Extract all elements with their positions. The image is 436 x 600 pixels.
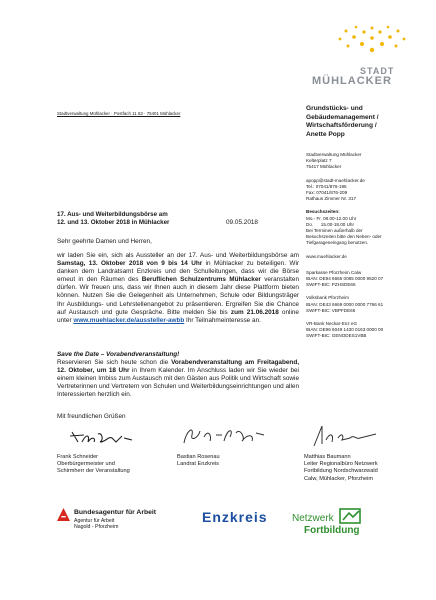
bank-bic: SWIFT-BIC: VBPFDE66	[306, 307, 356, 313]
paragraph-text: online unter	[57, 308, 299, 324]
sidebar-text: Mo.- Fr. 08.00-12.00 Uhr	[306, 215, 357, 221]
netzwerk-fortbildung-logo	[292, 508, 372, 540]
netzwerk-mark-icon	[339, 508, 363, 524]
sidebar-website	[306, 254, 434, 260]
netzwerk-text: Netzwerk	[292, 513, 334, 524]
sidebar-hours	[306, 209, 434, 246]
email-link[interactable]: apopp@stadt-muehlacker.de	[306, 177, 365, 183]
sun-icon	[332, 24, 412, 64]
city-logo	[262, 24, 412, 88]
paragraph-text: in Mühlacker zu beteiligen. Wir danken dem Landratsamt Enzkreis und den Schulleitungen, dass wir die Börse erneut in den Räumen des	[57, 260, 299, 284]
bank-bic: SWIFT-BIC: GENODES1VBB	[306, 333, 367, 339]
signatory-2	[177, 454, 220, 468]
signature-2-image	[178, 421, 268, 449]
department-line: Anette Popp	[306, 130, 345, 138]
subject-line-1: 17. Aus- und Weiterbildungsbörse am	[57, 211, 168, 218]
closing: Mit freundlichen Grüßen	[57, 413, 126, 420]
sidebar-text: Do. 15.00-18.00 Uhr	[306, 221, 355, 227]
signatory-name: Matthias Baumann	[304, 454, 351, 460]
save-the-date-section	[57, 351, 299, 400]
phone-number: Tel.: 07041/876-195	[306, 183, 347, 189]
event-date: Samstag, 13. Oktober 2018 von 9 bis 14 Uhr	[57, 260, 203, 268]
save-the-date-paragraph	[57, 359, 299, 399]
department-line: Wirtschaftsförderung /	[306, 122, 377, 130]
bank-iban: IBAN: DE94 6665 0085 0000 9620 07	[306, 276, 384, 282]
signature-1-image	[68, 428, 138, 448]
signatory-title: Schirmherr der Veranstaltung	[57, 468, 130, 475]
room-number: Rathaus Zimmer Nr. 317	[306, 196, 357, 202]
arbeitsagentur-name: Bundesagentur für Arbeit	[74, 509, 157, 516]
paragraph-text: Ihr Teilnahmeinteresse an.	[184, 316, 261, 324]
enzkreis-logo	[202, 509, 268, 525]
signatory-title: Calw, Mühlacker, Pforzheim	[304, 475, 374, 482]
salutation: Sehr geehrte Damen und Herren,	[57, 238, 152, 245]
subject	[57, 211, 169, 227]
enzkreis-text: Enzkreis	[202, 509, 268, 525]
sender-address-line: Stadtverwaltung Mühlacker · Postfach 11 63 · 75401 Mühlacker	[57, 111, 181, 116]
paragraph-text: veranstalten dürfen. Wir freuen uns, dass wir Ihnen auch in diesem Jahr diese Plattform bieten können. Nutzen Sie die Gelegenheit als Unternehmen, Schule oder Bildungsträger Ihr Ausbildungs- und Lehrstellenangebot zu präsentieren. Ergreifen Sie die Chance auf Austausch und gute Gespräche. Bitte melden Sie bis	[57, 276, 300, 316]
signatory-name: Bastian Rosenau	[177, 454, 220, 460]
sidebar-text: Kelterplatz 7	[306, 158, 332, 164]
signatory-1	[57, 454, 130, 476]
bank-iban: IBAN: DE43 6669 0000 0000 7766 61	[306, 301, 384, 307]
sidebar-bank-1	[306, 270, 434, 289]
registration-deadline: zum 21.06.2018	[230, 308, 279, 316]
department-heading	[306, 105, 379, 139]
sidebar-bank-2	[306, 295, 434, 314]
signature-3-image	[310, 422, 380, 450]
agentur-location: Nagold - Pforzheim	[74, 524, 119, 530]
sidebar-text: Besuchszeiten bitte den Neben- oder	[306, 234, 382, 240]
fax-number: Fax: 07041/876-209	[306, 190, 348, 196]
bank-name: VR-Bank Neckar-Enz eG	[306, 321, 358, 327]
bank-iban: IBAN: DE96 6049 1430 0163 0000 00	[306, 327, 384, 333]
bank-name: Volksbank Pforzheim	[306, 295, 349, 301]
sidebar-text: 75417 Mühlacker	[306, 164, 342, 170]
pre-event-date: Vorabendveranstaltung am Freitagabend, 12. Oktober, um 18 Uhr	[57, 359, 299, 375]
save-the-date-heading: Save the Date – Vorabendveranstaltung!	[57, 351, 180, 358]
paragraph-text: Reservieren Sie sich heute schon die	[57, 359, 172, 367]
sidebar-text: Tiefgarageneingang benutzen.	[306, 240, 369, 246]
sidebar-text: Stadtverwaltung Mühlacker	[306, 152, 362, 157]
bank-name: Sparkasse Pforzheim Calw	[306, 269, 362, 275]
venue-name: Beruflichen Schulzentrums Mühlacker	[141, 276, 261, 284]
sidebar-bank-3	[306, 321, 434, 340]
paragraph-text: wir laden Sie ein, sich als Aussteller an der 17. Aus- und Weiterbildungsbörse am	[57, 252, 299, 259]
logo-text-stadt: STADT	[360, 66, 395, 76]
signatory-title: Oberbürgermeister und	[57, 461, 115, 468]
logo-text-muehlacker: MÜHLACKER	[312, 75, 392, 87]
hours-title: Besuchszeiten:	[306, 209, 340, 215]
letter-date: 09.05.2018	[226, 219, 258, 226]
signatory-title: Leiter Regionalbüro Netzwerk	[304, 461, 378, 468]
signatory-name: Frank Schneider	[57, 454, 99, 460]
website-link[interactable]: www.muehlacker.de	[306, 253, 347, 259]
fortbildung-text: Fortbildung	[304, 525, 360, 536]
department-line: Gebäudemanagement /	[306, 113, 379, 121]
bank-bic: SWIFT-BIC: PZHSDE66	[306, 282, 356, 288]
sidebar-contact	[306, 178, 434, 203]
subject-line-2: 12. und 13. Oktober 2018 in Mühlacker	[57, 219, 170, 226]
signatory-title: Fortbildung Nordschwarzwald	[304, 468, 378, 475]
invitation-paragraph	[57, 252, 299, 325]
signatory-title: Landrat Enzkreis	[177, 461, 219, 468]
paragraph-text: in Ihrem Kalender. Im Anschluss laden wir Sie wieder bei einem kleinen Imbiss zum Austausch mit den Gästen aus Politik und Wirtschaft sowie Vertreterinnen und Vertretern von Schulen und Weiterbildungseinrichtungen und allen Interessierten herzlich ein.	[57, 367, 299, 399]
sidebar-address	[306, 152, 434, 171]
sidebar-text: Bei Terminen außerhalb der	[306, 228, 363, 234]
agentur-local: Agentur für Arbeit	[74, 518, 115, 524]
signatory-3	[304, 454, 378, 483]
department-line: Grundstücks- und	[306, 105, 363, 112]
registration-link[interactable]: www.muehlacker.de/aussteller-awbb	[73, 316, 185, 324]
arbeitsagentur-a-icon	[57, 508, 70, 521]
contact-sidebar	[306, 152, 434, 340]
